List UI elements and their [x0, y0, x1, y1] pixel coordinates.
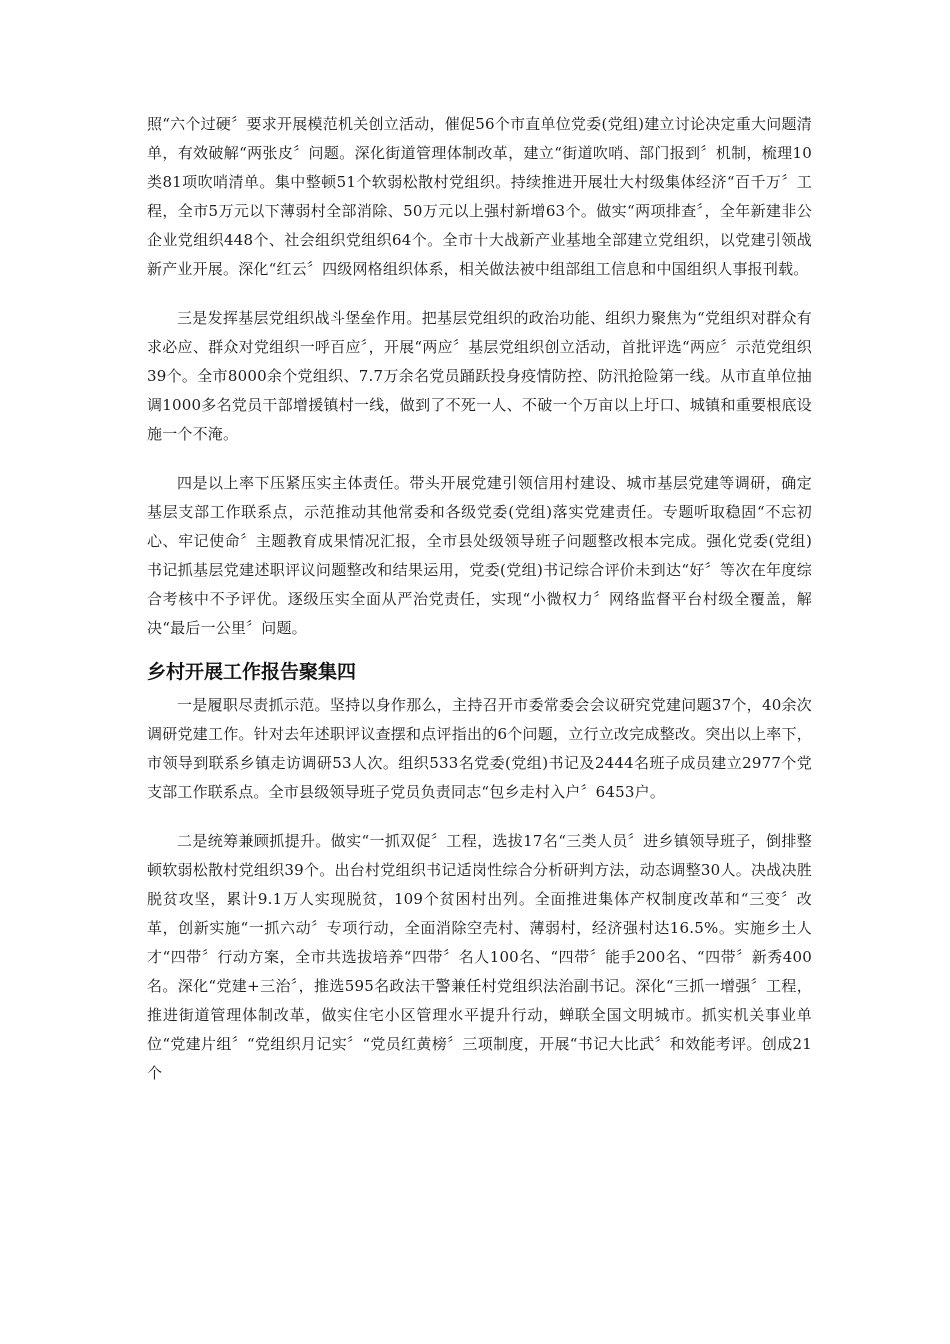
- paragraph-grassroots-fortress: 三是发挥基层党组织战斗堡垒作用。把基层党组织的政治功能、组织力聚焦为“党组织对群众有求必应、群众对党组织一呼百应〞，开展“两应〞基层党组织创立活动，首批评选“两应〞示范党组织39个。全市8000余个党组织、7.7万余名党员踊跃投身疫情防控、防汛抢险第一线。从市直单位抽调1000多名党员干部增援镇村一线，做到了不死一人、不破一个万亩以上圩口、城镇和重要根底设施一个不淹。: [147, 309, 812, 443]
- paragraph-overall-improvement: 二是统筹兼顾抓提升。做实“一抓双促〞工程，选拔17名“三类人员〞进乡镇领导班子，倒排整顿软弱松散村党组织39个。出台村党组织书记适岗性综合分析研判方法，动态调整30人。决战决胜脱贫攻坚，累计9.1万人实现脱贫，109个贫困村出列。全面推进集体产权制度改革和“三变〞改革，创新实施“一抓六动〞专项行动，全面消除空壳村、薄弱村，经济强村达16.5%。实施乡土人才“四带〞行动方案，全市共选拔培养“四带〞名人100名、“四带〞能手200名、“四带〞新秀400名。深化“党建+三治〞，推选595名政法干警兼任村党组织法治副书记。深化“三抓一增强〞工程，推进街道管理体制改革，做实住宅小区管理水平提升行动，蝉联全国文明城市。抓实机关事业单位“党建片组〞“党组织月记实〞“党员红黄榜〞三项制度，开展“书记大比武〞和效能考评。创成21个: [147, 832, 812, 1082]
- paragraph-party-building-continued: 照“六个过硬〞要求开展模范机关创立活动，催促56个市直单位党委(党组)建立讨论决定重大问题清单，有效破解“两张皮〞问题。深化街道管理体制改革，建立“街道吹哨、部门报到〞机制，梳理10类81项吹哨清单。集中整顿51个软弱松散村党组织。持续推进开展壮大村级集体经济“百千万〞工程，全市5万元以下薄弱村全部消除、50万元以上强村新增63个。做实“两项排查〞，全年新建非公企业党组织448个、社会组织党组织64个。全市十大战新产业基地全部建立党组织，以党建引领战新产业开展。深化“红云〞四级网格组织体系，相关做法被中组部组工信息和中国组织人事报刊载。: [147, 115, 812, 278]
- paragraph-main-responsibility: 四是以上率下压紧压实主体责任。带头开展党建引领信用村建设、城市基层党建等调研，确定基层支部工作联系点，示范推动其他常委和各级党委(党组)落实党建责任。专题听取稳固“不忘初心、牢记使命〞主题教育成果情况汇报，全市县处级领导班子问题整改根本完成。强化党委(党组)书记抓基层党建述职评议问题整改和结果运用，党委(党组)书记综合评价未到达“好〞等次在年度综合考核中不予评优。逐级压实全面从严治党责任，实现“小微权力〞网络监督平台村级全覆盖，解决“最后一公里〞问题。: [147, 474, 812, 637]
- section-heading: 乡村开展工作报告聚集四: [147, 661, 357, 683]
- paragraph-duty-demonstration: 一是履职尽责抓示范。坚持以身作那么，主持召开市委常委会会议研究党建问题37个，40余次调研党建工作。针对去年述职评议查摆和点评指出的6个问题，立行立改完成整改。突出以上率下，市领导到联系乡镇走访调研53人次。组织533名党委(党组)书记及2444名班子成员建立2977个党支部工作联系点。全市县级领导班子党员负责同志“包乡走村入户〞6453户。: [147, 696, 812, 801]
- document-page: [147, 110, 812, 1108]
